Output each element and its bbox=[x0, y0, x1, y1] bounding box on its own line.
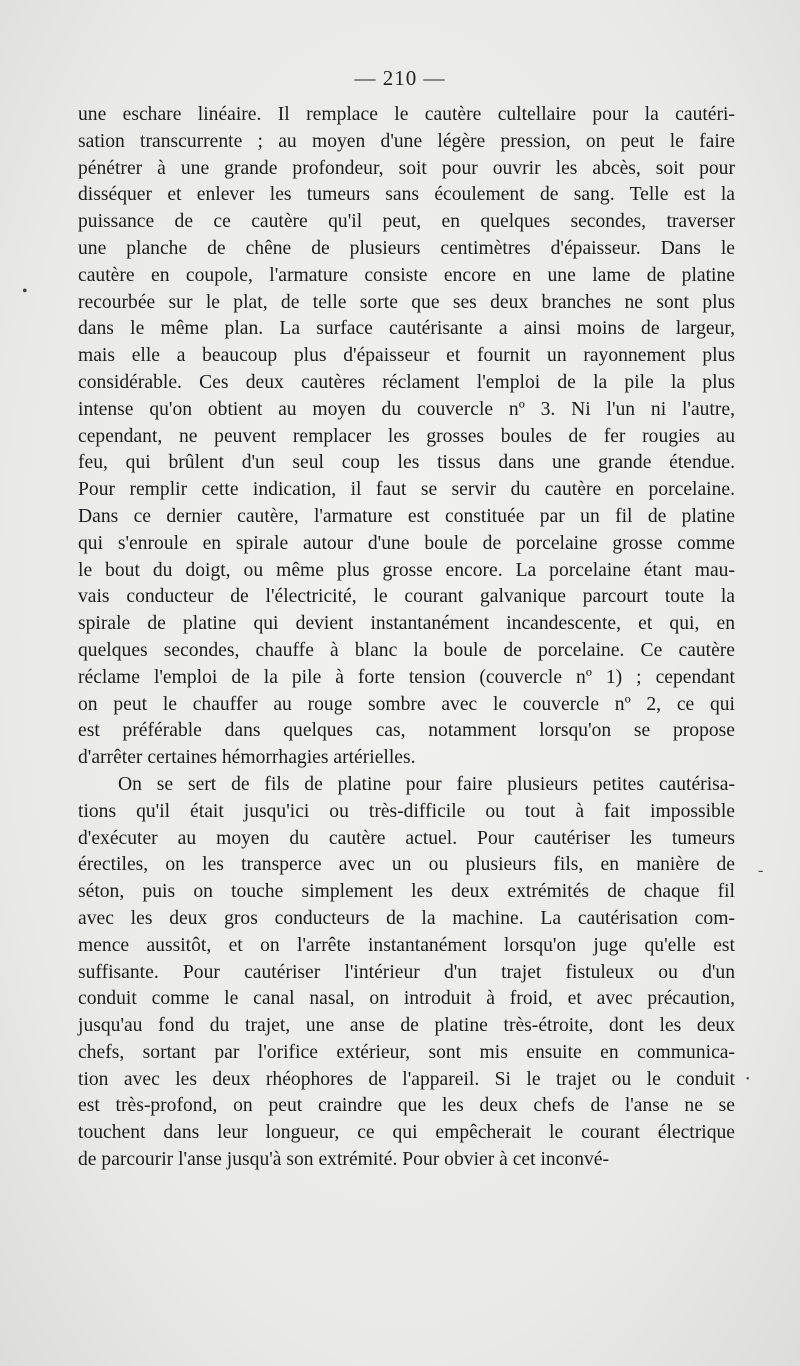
text-line: disséquer et enlever les tumeurs sans écoulement de sang. Telle est la bbox=[78, 184, 735, 206]
text-line: puissance de ce cautère qu'il peut, en quelques secondes, traverser bbox=[78, 211, 735, 233]
page-number: — 210 — bbox=[354, 66, 446, 90]
text-line: le bout du doigt, ou même plus grosse encore. La porcelaine étant mau- bbox=[78, 559, 735, 581]
text-line: conduit comme le canal nasal, on introduit à froid, et avec précaution, bbox=[78, 988, 735, 1010]
text-line: chefs, sortant par l'orifice extérieur, sont mis ensuite en communica- bbox=[78, 1041, 735, 1063]
text-line: d'arrêter certaines hémorrhagies artérielles. bbox=[78, 747, 416, 769]
text-line: de parcourir l'anse jusqu'à son extrémité. Pour obvier à cet inconvé- bbox=[78, 1149, 610, 1171]
text-line: est très-profond, on peut craindre que les deux chefs de l'anse ne se bbox=[78, 1095, 735, 1117]
text-line: une eschare linéaire. Il remplace le cautère cultellaire pour la cautéri- bbox=[78, 104, 735, 125]
text-line: considérable. Ces deux cautères réclament l'emploi de la pile la plus bbox=[78, 371, 735, 393]
text-line: tion avec les deux rhéophores de l'appareil. Si le trajet ou le conduit bbox=[78, 1068, 735, 1090]
margin-dot: • bbox=[22, 283, 28, 300]
text-line: on peut le chauffer au rouge sombre avec le couvercle nº 2, ce qui bbox=[78, 693, 735, 715]
text-line: réclame l'emploi de la pile à forte tension (couvercle nº 1) ; cependant bbox=[78, 666, 735, 688]
text-line: suffisante. Pour cautériser l'intérieur d'un trajet fistuleux ou d'un bbox=[78, 961, 735, 983]
text-line: touchent dans leur longueur, ce qui empêcherait le courant électrique bbox=[78, 1122, 735, 1144]
text-line: cautère en coupole, l'armature consiste encore en une lame de platine bbox=[78, 264, 735, 286]
text-line: recourbée sur le plat, de telle sorte que ses deux branches ne sont plus bbox=[78, 291, 735, 313]
text-line: pénétrer à une grande profondeur, soit pour ouvrir les abcès, soit pour bbox=[78, 157, 735, 179]
text-line: Dans ce dernier cautère, l'armature est constituée par un fil de platine bbox=[78, 505, 735, 527]
text-line: jusqu'au fond du trajet, une anse de platine très-étroite, dont les deux bbox=[78, 1015, 735, 1037]
text-line: feu, qui brûlent d'un seul coup les tissus dans une grande étendue. bbox=[78, 452, 735, 474]
text-line: avec les deux gros conducteurs de la machine. La cautérisation com- bbox=[78, 907, 735, 929]
text-line: spirale de platine qui devient instantanément incandescente, et qui, en bbox=[78, 613, 735, 635]
text-line: vais conducteur de l'électricité, le courant galvanique parcourt toute la bbox=[78, 586, 735, 608]
text-line: tions qu'il était jusqu'ici ou très-difficile ou tout à fait impossible bbox=[78, 800, 735, 822]
text-line: une planche de chêne de plusieurs centimètres d'épaisseur. Dans le bbox=[78, 237, 735, 259]
body-text bbox=[78, 102, 735, 1174]
text-line: On se sert de fils de platine pour faire plusieurs petites cautérisa- bbox=[118, 773, 735, 795]
text-line: dans le même plan. La surface cautérisante a ainsi moins de largeur, bbox=[78, 318, 735, 340]
text-line: mais elle a beaucoup plus d'épaisseur et fournit un rayonnement plus bbox=[78, 345, 735, 367]
text-line: qui s'enroule en spirale autour d'une boule de porcelaine grosse comme bbox=[78, 532, 735, 554]
text-line: mence aussitôt, et on l'arrête instantanément lorsqu'on juge qu'elle est bbox=[78, 934, 735, 956]
margin-dot: • bbox=[746, 1074, 750, 1085]
text-line: séton, puis on touche simplement les deux extrémités de chaque fil bbox=[78, 881, 735, 903]
margin-dash: - bbox=[758, 862, 764, 879]
text-line: cependant, ne peuvent remplacer les grosses boules de fer rougies au bbox=[78, 425, 735, 447]
text-line: est préférable dans quelques cas, notamment lorsqu'on se propose bbox=[78, 720, 735, 742]
text-line: Pour remplir cette indication, il faut se servir du cautère en porcelaine. bbox=[78, 479, 735, 501]
text-line: d'exécuter au moyen du cautère actuel. Pour cautériser les tumeurs bbox=[78, 827, 735, 849]
text-line: intense qu'on obtient au moyen du couvercle nº 3. Ni l'un ni l'autre, bbox=[78, 398, 735, 420]
text-line: quelques secondes, chauffe à blanc la boule de porcelaine. Ce cautère bbox=[78, 639, 735, 661]
text-line: sation transcurrente ; au moyen d'une légère pression, on peut le faire bbox=[78, 130, 735, 152]
text-line: érectiles, on les transperce avec un ou plusieurs fils, en manière de bbox=[78, 854, 735, 876]
